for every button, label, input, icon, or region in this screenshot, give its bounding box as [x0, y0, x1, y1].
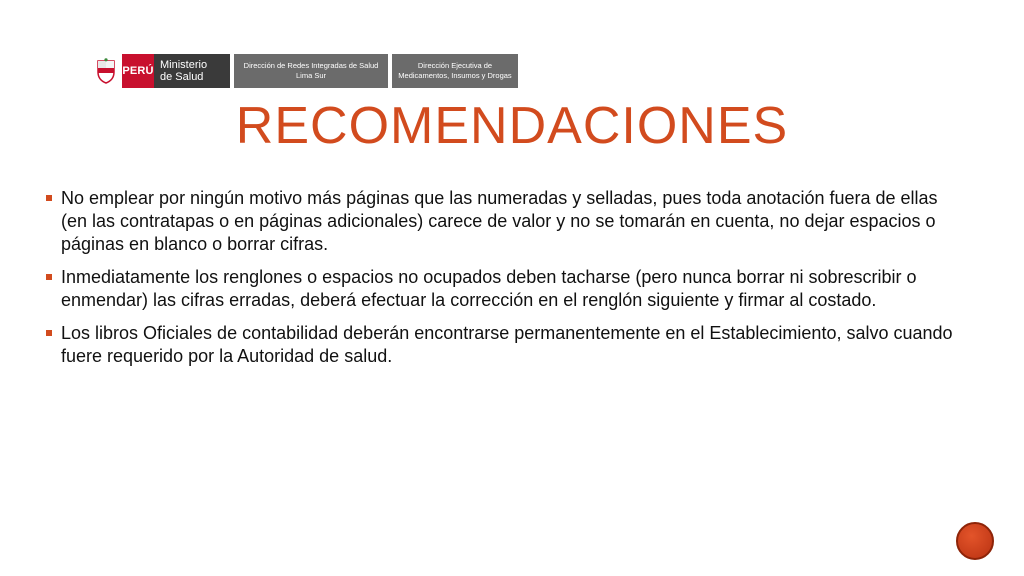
bullet-square-icon: [46, 274, 52, 280]
ministry-line-1: Ministerio: [160, 59, 208, 71]
bullet-list: [46, 187, 966, 378]
bullet-square-icon: [46, 195, 52, 201]
coat-of-arms-icon: [94, 54, 118, 88]
ministry-line-2: de Salud: [160, 71, 204, 83]
slide-title: RECOMENDACIONES: [235, 97, 789, 155]
list-item: [46, 266, 966, 312]
bullet-square-icon: [46, 330, 52, 336]
institution-header: [94, 54, 518, 88]
list-item: [46, 187, 966, 256]
peru-label: PERÚ: [122, 54, 154, 88]
redes-label: Dirección de Redes Integradas de Salud Lima Sur: [234, 54, 388, 88]
slide-nav-button[interactable]: [956, 522, 994, 560]
list-item-text: Inmediatamente los renglones o espacios no ocupados deben tacharse (pero nunca borrar ni sobrescribir o enmendar) las cifras erradas, deberá efectuar la corrección en el renglón siguiente y firmar al costado.: [61, 267, 917, 310]
list-item: [46, 322, 966, 368]
list-item-text: No emplear por ningún motivo más páginas que las numeradas y selladas, pues toda anotación fuera de ellas (en las contratapas o en páginas adicionales) carece de valor y no se tomarán en cuenta, no dejar espacios o páginas en blanco o borrar cifras.: [61, 188, 938, 254]
digemid-label: Dirección Ejecutiva de Medicamentos, Insumos y Drogas: [392, 54, 518, 88]
list-item-text: Los libros Oficiales de contabilidad deberán encontrarse permanentemente en el Establecimiento, salvo cuando fuere requerido por la Autoridad de salud.: [61, 323, 953, 366]
ministry-label: [154, 54, 230, 88]
